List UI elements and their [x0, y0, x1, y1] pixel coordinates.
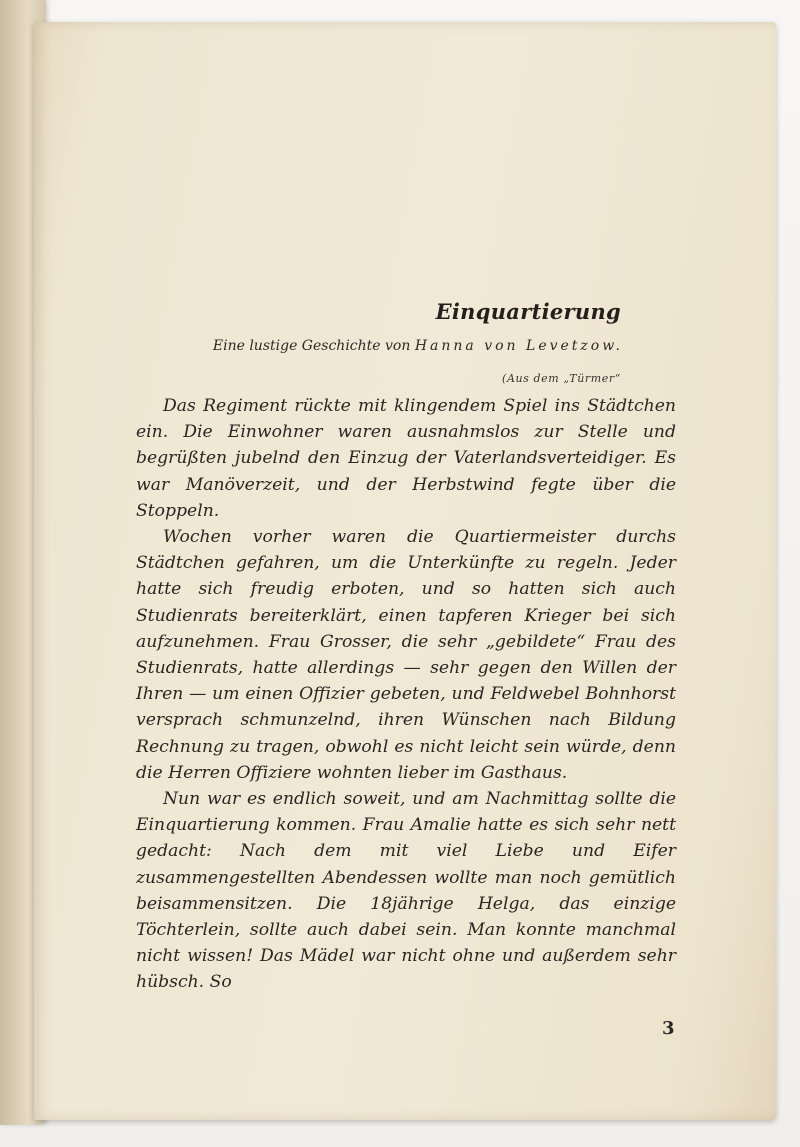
paragraph: Nun war es endlich soweit, und am Nachmittag sollte die Einquartierung kommen. Frau Amalie hatte es sich sehr nett gedacht: Nach dem mit viel Liebe und Eifer zusammengestellten Abendessen wollte man noch gemütlich beisammensitzen. Die 18jährige Helga, das einzige Töchterlein, sollte auch dabei sein. Man konnte manchmal nicht wissen! Das Mädel war nicht ohne und außerdem sehr hübsch. So: [136, 789, 676, 993]
paragraph: Das Regiment rückte mit klingendem Spiel ins Städtchen ein. Die Einwohner waren ausnahmslos zur Stelle und begrüßten jubelnd den Einzug der Vaterlandsverteidiger. Es war Manöverzeit, und der Herbstwind fegte über die Stoppeln.: [136, 396, 676, 521]
subtitle-prefix: Eine lustige Geschichte von: [212, 338, 411, 354]
page-number: 3: [662, 1018, 675, 1039]
paragraph: Wochen vorher waren die Quartiermeister durchs Städtchen gefahren, um die Unterkünfte zu regeln. Jeder hatte sich freudig erboten, und so hatten sich auch Studienrats bereiterklärt, einen tapferen Krieger bei sich aufzunehmen. Frau Grosser, die sehr „gebildete“ Frau des Studienrats, hatte allerdings — sehr gegen den Willen der Ihren — um einen Offizier gebeten, und Feldwebel Bohnhorst versprach schmunzelnd, ihren Wünschen nach Bildung Rechnung zu tragen, obwohl es nicht leicht sein würde, denn die Herren Offiziere wohnten lieber im Gasthaus.: [136, 527, 676, 783]
story-body: [136, 393, 676, 996]
author-name: Hanna von Levetzow.: [414, 338, 623, 354]
story-title: Einquartierung: [435, 299, 621, 324]
source-note: (Aus dem „Türmer“: [502, 372, 621, 385]
story-subtitle: [213, 338, 623, 354]
book-page: [34, 22, 776, 1120]
